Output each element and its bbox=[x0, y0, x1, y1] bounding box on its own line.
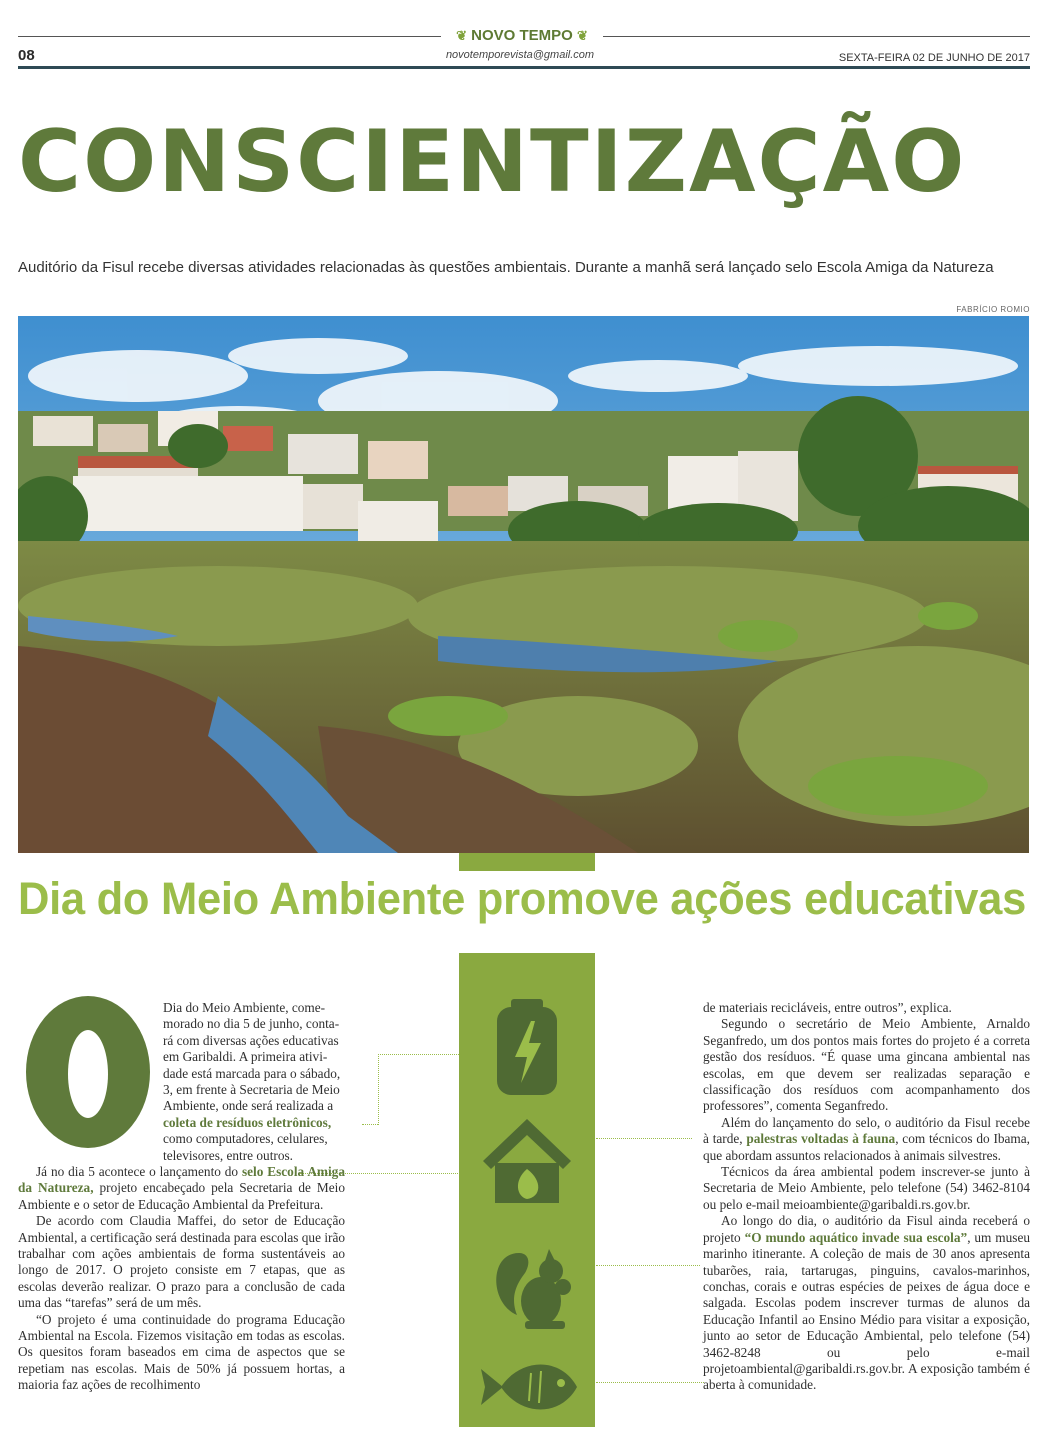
connector-line bbox=[596, 1265, 700, 1267]
article-column-left bbox=[163, 1000, 345, 1164]
paragraph bbox=[703, 1213, 1030, 1393]
connector-line bbox=[596, 1138, 692, 1140]
header-email: novotemporevista@gmail.com bbox=[445, 49, 595, 61]
intro-line: morado no dia 5 de junho, conta- bbox=[163, 1016, 340, 1032]
paragraph: Segundo o secretário de Meio Ambiente, Arnaldo Seganfredo, um dos pontos mais fortes do projeto é a correta gestão dos resíduos. “É quase uma gincana ambiental nas escolas, em que devem ser realizadas separação e classificação dos resíduos com acompanhamento dos professores”, comenta Seganfredo. bbox=[703, 1016, 1030, 1114]
fish-icon bbox=[481, 1365, 577, 1410]
intro-line: 3, em frente à Secretaria de Meio bbox=[163, 1082, 340, 1098]
connector-line bbox=[362, 1124, 378, 1126]
intro-line: em Garibaldi. A primeira ativi- bbox=[163, 1049, 328, 1065]
intro-line: televisores, entre outros. bbox=[163, 1147, 293, 1163]
paragraph-text: Além do lançamento do selo, o auditório da Fisul recebe à tarde, bbox=[703, 1114, 1030, 1147]
intro-line: Ambiente, onde será realizada a bbox=[163, 1098, 334, 1114]
paragraph: “O projeto é uma continuidade do programa Educação Ambiental na Escola. Fizemos visitação em todas as escolas. Os quesitos foram baseados em cima de aspectos que se repetiam nas escolas. Mais de 50% já possuem hortas, a maioria faz ações de recolhimento bbox=[18, 1311, 345, 1393]
leaf-icon: ❦ bbox=[456, 28, 467, 43]
paragraph-text: , um museu marinho itinerante. A coleção de mais de 30 anos apresenta tubarões, raia, tartarugas, pinguins, cavalos-marinhos, conchas, corais e outras espécies de peixes de água doce e salgada. Escolas podem inscrever turmas de alunos da Educação Infantil ao Ensino Médio para visitar a exposição, junto ao setor de Educação Ambiental, pelo telefone (54) 3462-8248 ou pelo e-mail projetoambiental@garibaldi.rs.gov.br. A exposição também é aberta à comunidade. bbox=[703, 1229, 1030, 1393]
paragraph: De acordo com Claudia Maffei, do setor de Educação Ambiental, a certificação será destinada para escolas que irão trabalhar com ações ambientais de forma sustentáveis ao longo de 2017. O projeto consiste em 7 etapas, que as escolas deverão realizar. O prazo para a conclusão de cada uma das “tarefas” será de um mês. bbox=[18, 1213, 345, 1311]
section-title: CONSCIENTIZAÇÃO bbox=[18, 112, 967, 212]
brand-name: NOVO TEMPO bbox=[471, 27, 573, 44]
intro-line: Dia do Meio Ambiente, come- bbox=[163, 1000, 326, 1015]
squirrel-icon bbox=[496, 1249, 571, 1329]
landscape-photo bbox=[18, 316, 1029, 853]
paragraph-text: projeto encabeçado pela Secretaria de Meio Ambiente e o setor de Educação Ambiental da Prefeitura. bbox=[18, 1180, 345, 1212]
icon-panel bbox=[459, 953, 595, 1427]
intro-line: rá com diversas ações educativas bbox=[163, 1032, 339, 1048]
green-accent-strip bbox=[459, 853, 595, 871]
paragraph: de materiais recicláveis, entre outros”, explica. bbox=[703, 1000, 952, 1015]
issue-date: SEXTA-FEIRA 02 DE JUNHO DE 2017 bbox=[838, 52, 1030, 64]
paragraph bbox=[703, 1115, 1030, 1164]
highlight-fauna: palestras voltadas à fauna bbox=[746, 1131, 896, 1147]
landscape-illustration bbox=[18, 316, 1029, 853]
article-headline: Dia do Meio Ambiente promove ações educativas bbox=[18, 873, 1026, 924]
highlight-ewaste: coleta de resíduos eletrônicos, bbox=[163, 1114, 332, 1130]
page-number: 08 bbox=[18, 47, 35, 64]
paragraph-text: , com técnicos do Ibama, que abordam assuntos relacionados à animais silvestres. bbox=[703, 1131, 1030, 1163]
intro-line: como computadores, celulares, bbox=[163, 1131, 328, 1147]
highlight-seal: selo Escola Amiga da Natureza, bbox=[18, 1164, 345, 1196]
article-column-right bbox=[703, 1000, 1030, 1394]
highlight-aquatic: “O mundo aquático invade sua escola” bbox=[744, 1229, 968, 1245]
battery-bolt-icon bbox=[497, 999, 557, 1095]
brand-logo bbox=[441, 26, 603, 46]
paragraph bbox=[18, 1164, 345, 1213]
paragraph: Técnicos da área ambiental podem inscrever-se junto à Secretaria de Meio Ambiente, pelo telefone (54) 3462-8104 ou pelo e-mail meioambiente@garibaldi.rs.gov.br. bbox=[703, 1164, 1030, 1212]
connector-line bbox=[596, 1382, 704, 1384]
article-column-left-body bbox=[18, 1164, 345, 1394]
intro-line: dade está marcada para o sábado, bbox=[163, 1065, 341, 1081]
paragraph-text: Ao longo do dia, o auditório da Fisul ainda receberá o projeto bbox=[703, 1213, 1030, 1245]
header-rule-bottom bbox=[18, 66, 1030, 69]
drop-cap bbox=[18, 992, 158, 1152]
connector-line bbox=[378, 1054, 459, 1125]
photo-credit: FABRÍCIO ROMIO bbox=[956, 305, 1030, 314]
subtitle: Auditório da Fisul recebe diversas atividades relacionadas às questões ambientais. Durante a manhã será lançado selo Escola Amiga da Natureza bbox=[18, 259, 994, 276]
house-leaf-icon bbox=[483, 1119, 571, 1203]
paragraph-text: Já no dia 5 acontece o lançamento do bbox=[36, 1164, 242, 1179]
leaf-icon: ❦ bbox=[577, 28, 588, 43]
